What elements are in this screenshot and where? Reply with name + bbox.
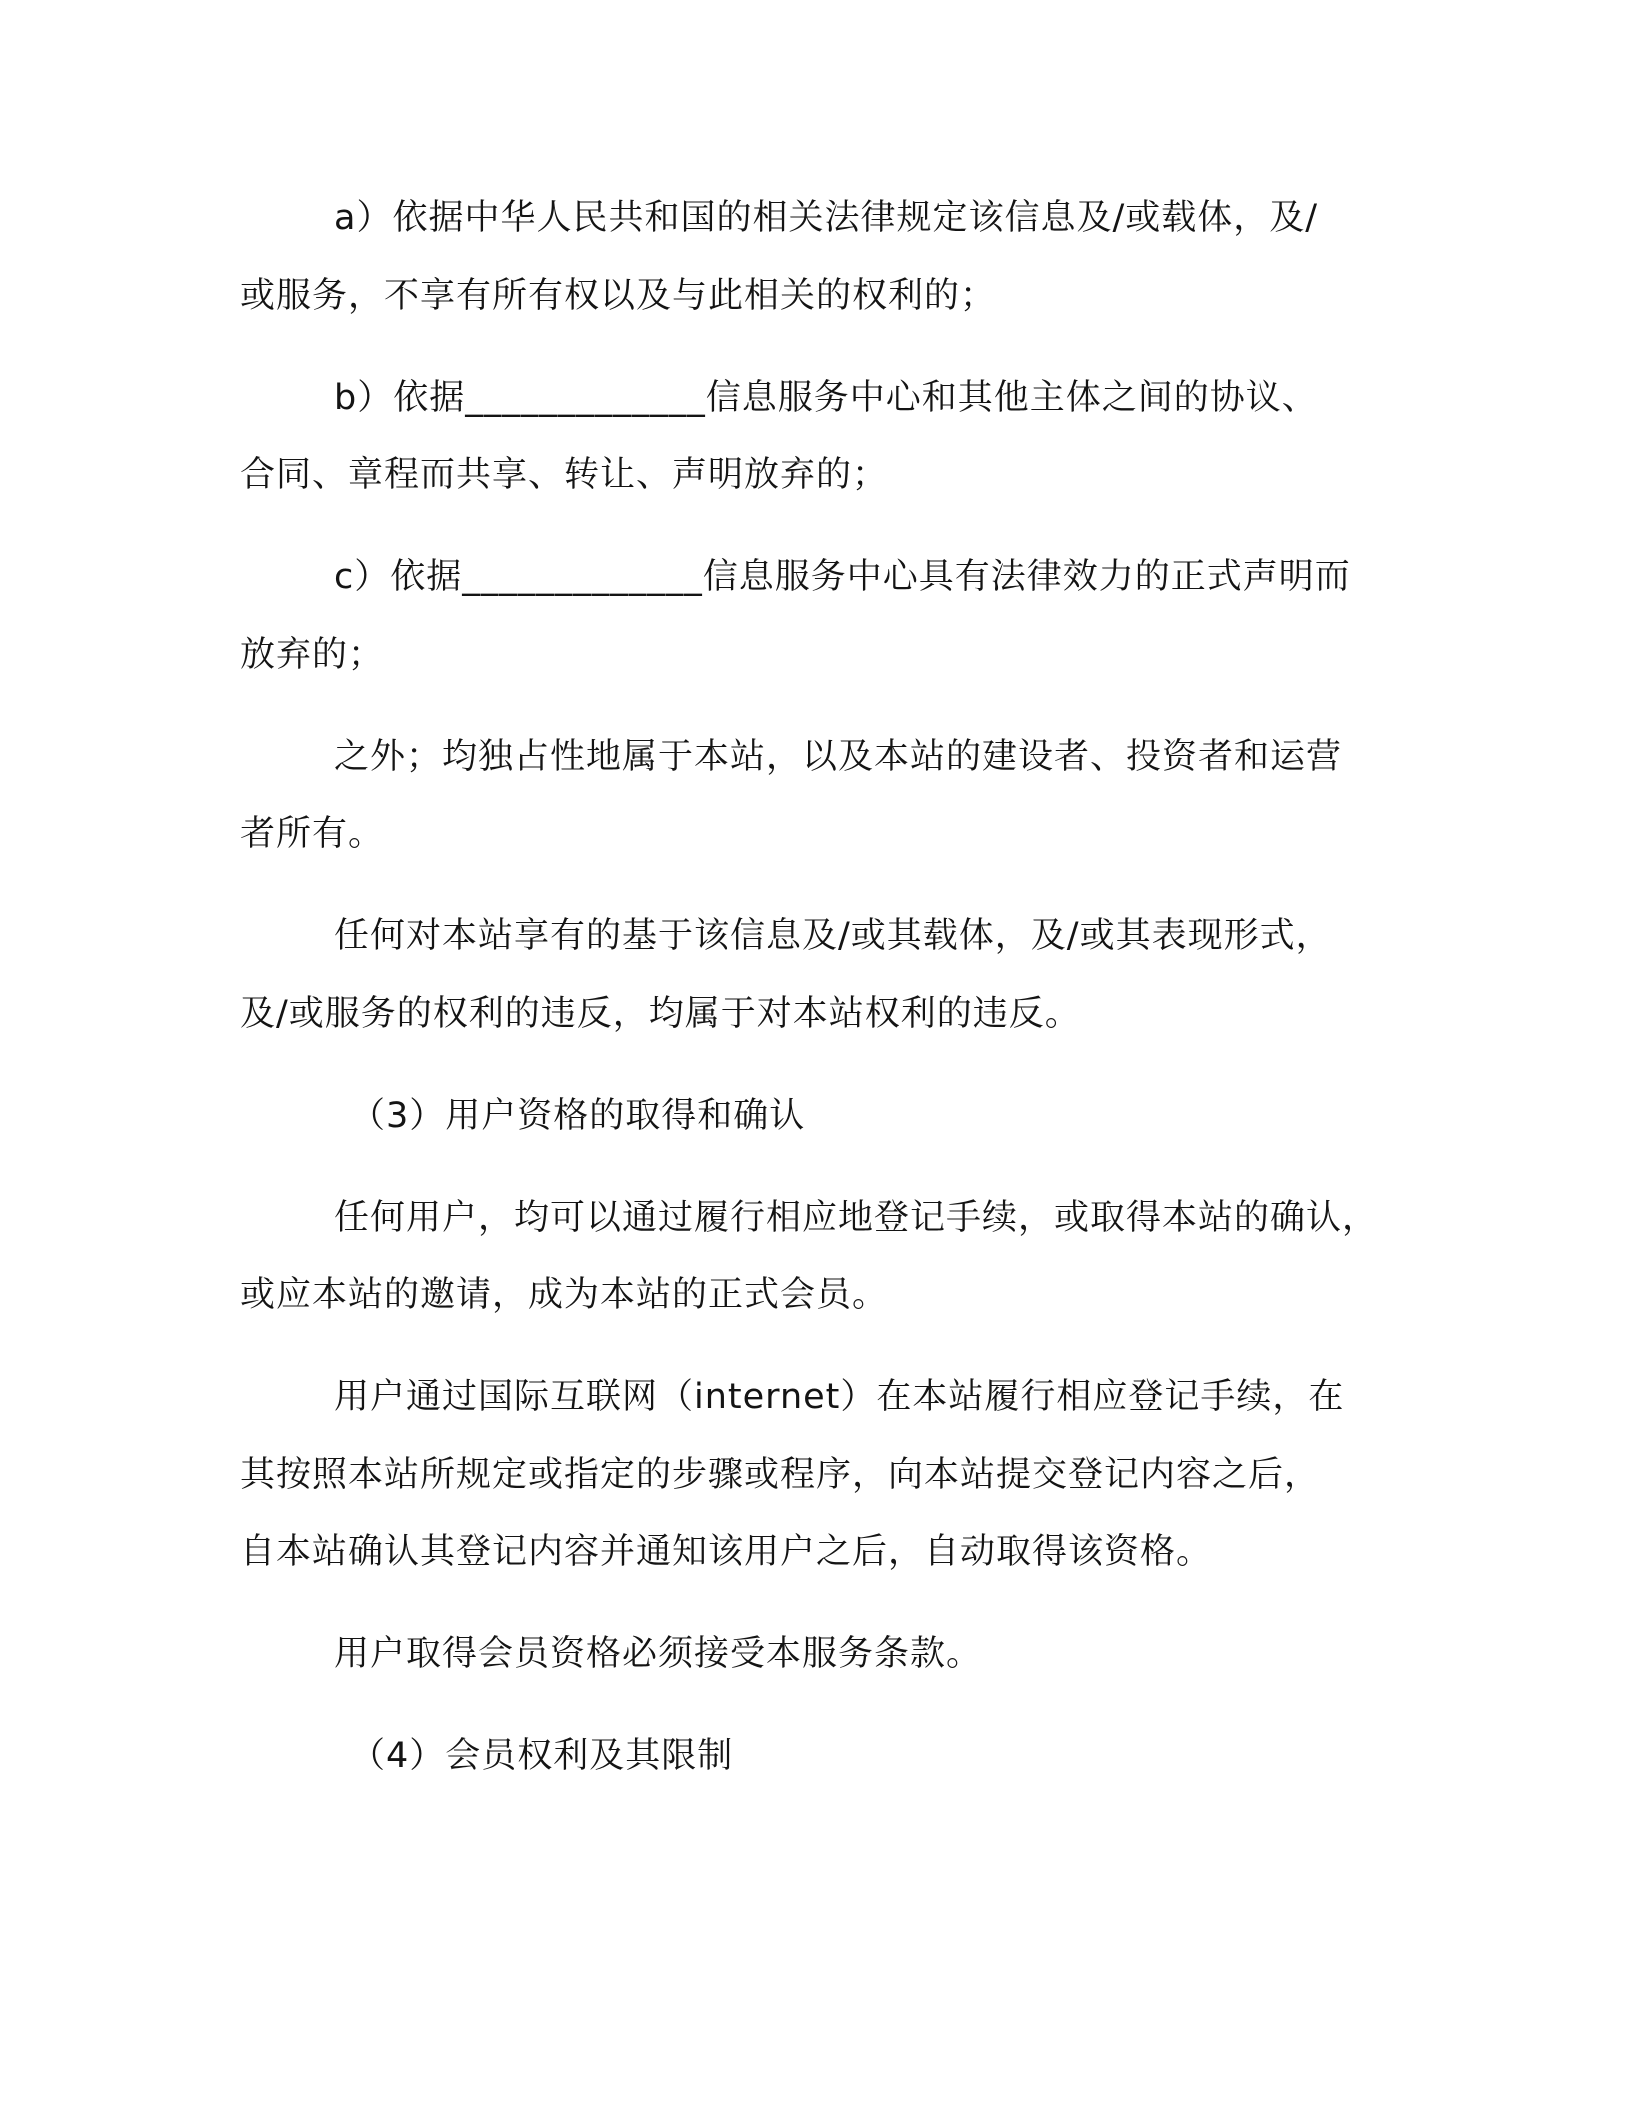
violation-paragraph-line-2: 及/或服务的权利的违反，均属于对本站权利的违反。 bbox=[240, 994, 1081, 1034]
any-user-paragraph-line-1: 任何用户，均可以通过履行相应地登记手续，或取得本站的确认， bbox=[334, 1198, 1379, 1238]
clause-a-line-1: a）依据中华人民共和国的相关法律规定该信息及/或载体，及/ bbox=[334, 198, 1319, 238]
violation-paragraph-line-1: 任何对本站享有的基于该信息及/或其载体，及/或其表现形式， bbox=[334, 916, 1332, 956]
clause-c-line-1: c）依据_____________信息服务中心具有法律效力的正式声明而 bbox=[334, 557, 1351, 597]
accept-terms-paragraph: 用户取得会员资格必须接受本服务条款。 bbox=[334, 1634, 983, 1674]
except-paragraph-line-1: 之外；均独占性地属于本站，以及本站的建设者、投资者和运营 bbox=[334, 737, 1343, 777]
register-paragraph-line-3: 自本站确认其登记内容并通知该用户之后，自动取得该资格。 bbox=[240, 1532, 1213, 1572]
register-paragraph-line-1: 用户通过国际互联网（internet）在本站履行相应登记手续，在 bbox=[334, 1377, 1345, 1417]
register-paragraph-line-2: 其按照本站所规定或指定的步骤或程序，向本站提交登记内容之后， bbox=[240, 1455, 1321, 1495]
clause-b-line-1: b）依据_____________信息服务中心和其他主体之间的协议、 bbox=[334, 378, 1318, 418]
clause-b-line-2: 合同、章程而共享、转让、声明放弃的； bbox=[240, 455, 889, 495]
section-heading-4: （4）会员权利及其限制 bbox=[350, 1736, 734, 1776]
except-paragraph-line-2: 者所有。 bbox=[240, 814, 385, 854]
section-heading-3: （3）用户资格的取得和确认 bbox=[350, 1096, 806, 1136]
any-user-paragraph-line-2: 或应本站的邀请，成为本站的正式会员。 bbox=[240, 1275, 889, 1315]
clause-c-line-2: 放弃的； bbox=[240, 635, 385, 675]
clause-a-line-2: 或服务，不享有所有权以及与此相关的权利的； bbox=[240, 276, 997, 316]
